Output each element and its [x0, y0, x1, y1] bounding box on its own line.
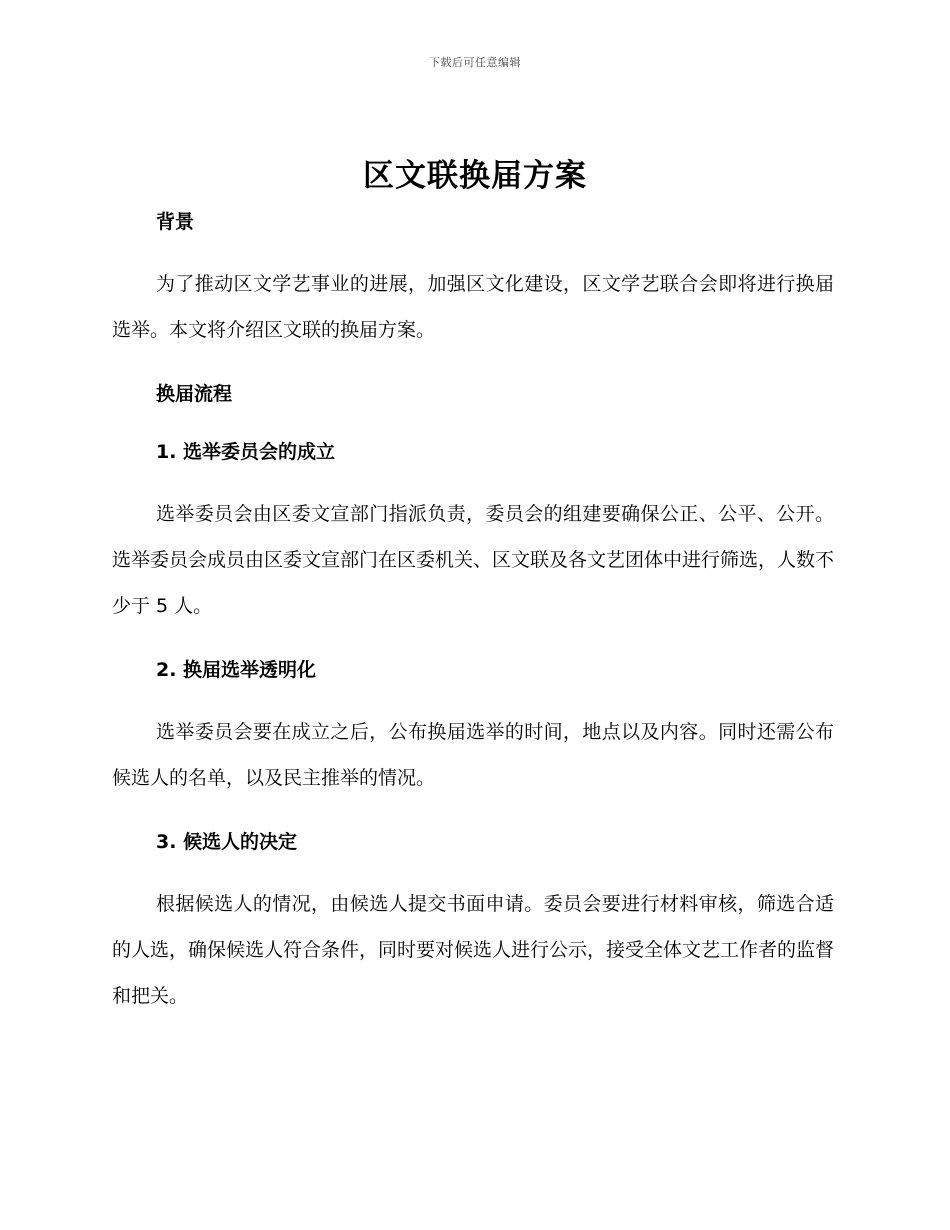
step3-heading: 3. 候选人的决定 — [156, 831, 298, 853]
step1-heading: 1. 选举委员会的成立 — [156, 441, 336, 463]
paragraph-step3: 根据候选人的情况，由候选人提交书面申请。委员会要进行材料审核，筛选合适的人选，确保候选人符合条件，同时要对候选人进行公示，接受全体文艺工作者的监督和把关。 — [112, 893, 835, 1007]
document-body — [112, 205, 834, 1019]
section-heading-process: 换届流程 — [156, 383, 233, 405]
step2-heading: 2. 换届选举透明化 — [156, 659, 317, 681]
paragraph-background: 为了推动区文学艺事业的进展，加强区文化建设，区文学艺联合会即将进行换届选举。本文将介绍区文联的换届方案。 — [112, 273, 834, 341]
section-heading-background: 背景 — [156, 211, 195, 233]
document-title: 区文联换届方案 — [363, 158, 587, 194]
paragraph-step2: 选举委员会要在成立之后，公布换届选举的时间，地点以及内容。同时还需公布候选人的名单，以及民主推举的情况。 — [112, 721, 834, 789]
paragraph-step1: 选举委员会由区委文宣部门指派负责，委员会的组建要确保公正、公平、公开。选举委员会成员由区委文宣部门在区委机关、区文联及各文艺团体中进行筛选，人数不少于 5 人。 — [112, 503, 835, 617]
header-note: 下载后可任意编辑 — [429, 56, 521, 69]
